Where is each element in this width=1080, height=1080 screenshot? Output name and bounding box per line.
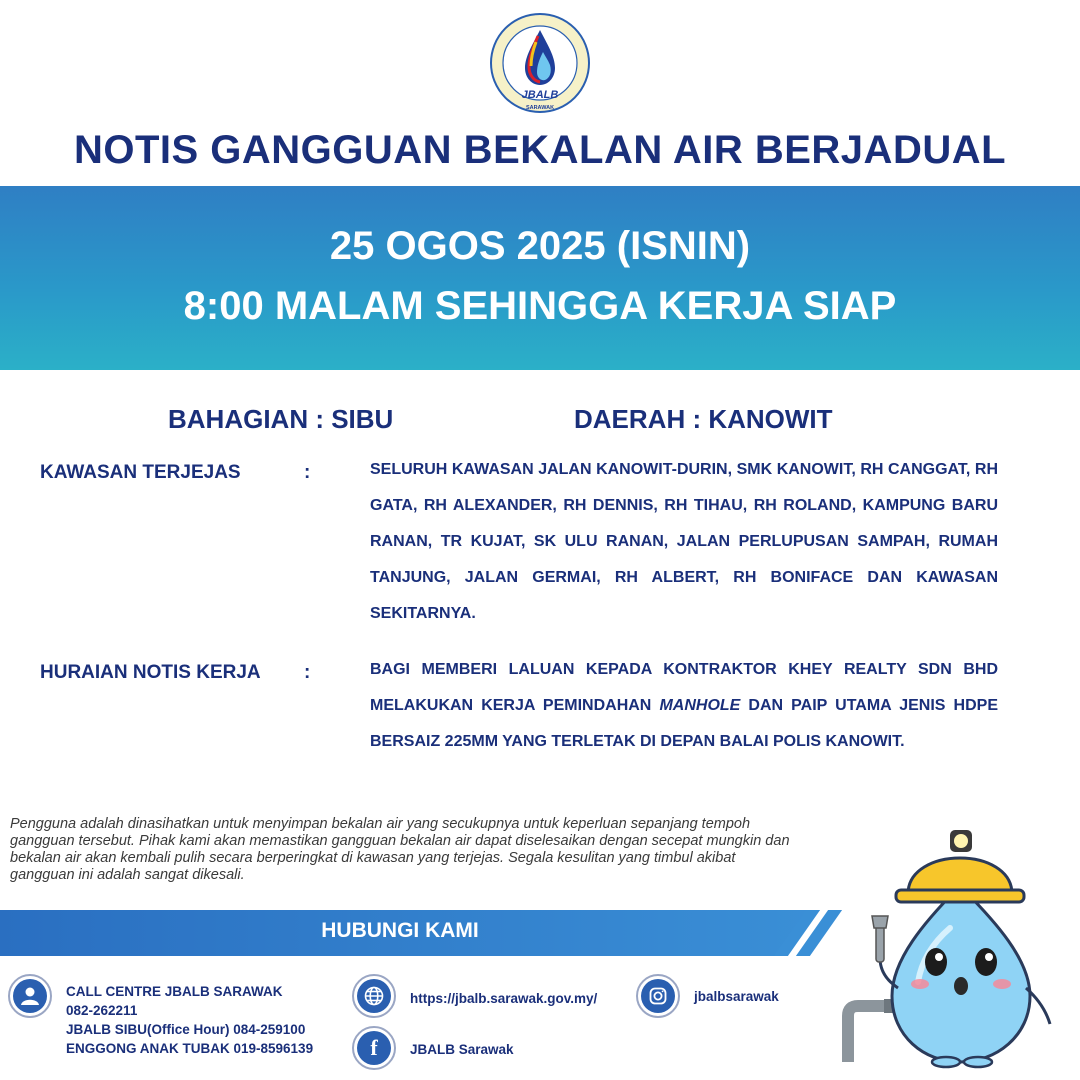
contact-title: HUBUNGI KAMI [321, 919, 479, 942]
person-icon [8, 974, 52, 1018]
division-label: BAHAGIAN : SIBU [168, 404, 394, 434]
affected-areas-colon: : [304, 462, 311, 483]
work-text-part1: BAGI MEMBERI LALUAN KEPADA KONTRAKTOR KHEY REALTY SDN BHD MELAKUKAN KERJA PEMINDAHAN [370, 661, 998, 714]
work-text-part2: DAN PAIP UTAMA JENIS HDPE BERSAIZ 225MM YANG TERLETAK DI DEPAN BALAI POLIS KANOWIT. [370, 697, 998, 750]
logo-brand-text: JBALB [521, 89, 559, 101]
instagram-icon [636, 974, 680, 1018]
website-link[interactable]: https://jbalb.sarawak.gov.my/ [410, 991, 598, 1006]
contact-person-phone[interactable]: ENGGONG ANAK TUBAK 019-8596139 [66, 1041, 314, 1056]
water-drop-mascot [840, 800, 1080, 1070]
banner-date: 25 OGOS 2025 (ISNIN) [329, 224, 751, 268]
district-label: DAERAH : KANOWIT [574, 404, 833, 434]
affected-areas-label: KAWASAN TERJEJAS [40, 462, 241, 483]
work-text-italic: MANHOLE [659, 697, 741, 714]
globe-icon [352, 974, 396, 1018]
work-description-label: HURAIAN NOTIS KERJA [40, 662, 261, 683]
page-title: NOTIS GANGGUAN BEKALAN AIR BERJADUAL [73, 128, 1007, 172]
work-description-text [370, 652, 998, 760]
advisory-text: Pengguna adalah dinasihatkan untuk menyimpan bekalan air yang secukupnya untuk keperluan sepanjang tempoh gangguan tersebut. Pihak kami akan memastikan gangguan bekalan air dapat diselesaikan dengan secepat mungkin dan bekalan air akan kembali pulih secara berperingkat di kawasan yang terjejas. Segala kesulitan yang timbul akibat gangguan ini adalah sangat dikesali. [10, 816, 790, 883]
affected-areas-text: SELURUH KAWASAN JALAN KANOWIT-DURIN, SMK KANOWIT, RH CANGGAT, RH GATA, RH ALEXANDER, RH DENNIS, RH TIHAU, RH ROLAND, KAMPUNG BARU RANAN, TR KUJAT, SK ULU RANAN, JALAN PERLUPUSAN SAMPAH, RUMAH TANJUNG, JALAN GERMAI, RH ALBERT, RH BONIFACE DAN KAWASAN SEKITARNYA. [370, 461, 998, 622]
logo-state-text: SARAWAK [525, 105, 555, 111]
call-centre-info [66, 982, 313, 1058]
facebook-icon [352, 1026, 396, 1070]
facebook-link[interactable]: JBALB Sarawak [410, 1042, 514, 1057]
call-centre-phone[interactable]: 082-262211 [66, 1003, 138, 1018]
sibu-office-phone[interactable]: JBALB SIBU(Office Hour) 084-259100 [66, 1022, 306, 1037]
instagram-link[interactable]: jbalbsarawak [694, 989, 779, 1004]
call-centre-name: CALL CENTRE JBALB SARAWAK [66, 984, 283, 999]
date-banner [0, 186, 1080, 370]
work-description-colon: : [304, 662, 311, 683]
banner-time: 8:00 MALAM SEHINGGA KERJA SIAP [183, 284, 897, 328]
facebook-glyph: f [357, 1031, 391, 1065]
jbalb-logo [489, 12, 591, 114]
